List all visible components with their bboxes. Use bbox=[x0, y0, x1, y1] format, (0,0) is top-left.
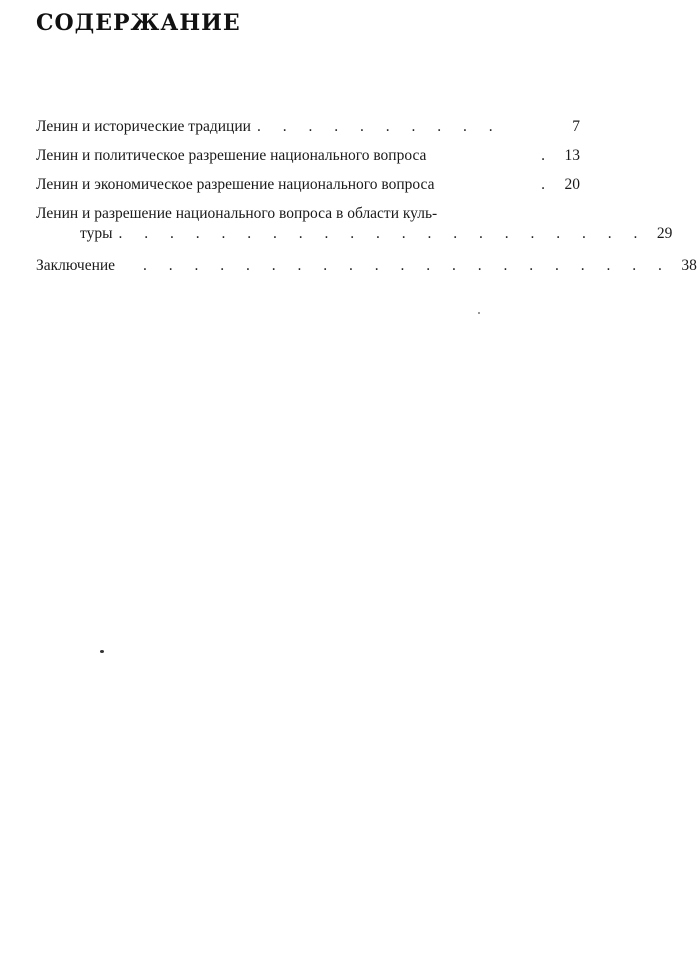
toc-entry[interactable] bbox=[36, 114, 580, 143]
toc-entry-title: Ленин и разрешение национального вопроса в области куль- bbox=[36, 205, 438, 222]
toc-entry-title: Ленин и исторические традиции bbox=[36, 118, 251, 135]
toc-leader-dots: . . . . . . . . . . bbox=[256, 118, 502, 135]
toc-entry-title: Ленин и политическое разрешение национального вопроса bbox=[36, 147, 427, 164]
page-title: СОДЕРЖАНИЕ bbox=[36, 10, 241, 36]
toc-entry-title: Ленин и экономическое разрешение национального вопроса bbox=[36, 176, 435, 193]
toc-page-number: 20 bbox=[564, 176, 580, 193]
toc-leader-dots: . bbox=[541, 147, 554, 164]
toc-entry[interactable] bbox=[36, 172, 580, 201]
toc-entry[interactable] bbox=[36, 201, 673, 253]
scan-speck bbox=[100, 650, 104, 653]
toc-page-number: 13 bbox=[564, 147, 580, 164]
toc-page-number: 38 bbox=[681, 257, 697, 274]
toc-leader-dots: . bbox=[541, 176, 554, 193]
toc-entry[interactable] bbox=[36, 143, 580, 172]
toc-page-number: 7 bbox=[572, 118, 580, 135]
toc-entry[interactable] bbox=[36, 253, 697, 282]
toc-entry-title: Заключение bbox=[36, 257, 116, 274]
toc-page-number: 29 bbox=[656, 225, 673, 242]
toc-entry-title-continuation: туры bbox=[80, 225, 113, 242]
toc-leader-dots: . . . . . . . . . . . . . . . . . . . . . bbox=[143, 257, 671, 274]
scan-speck bbox=[478, 312, 480, 314]
toc-leader-dots: . . . . . . . . . . . . . . . . . . . . . bbox=[118, 225, 647, 242]
table-of-contents bbox=[36, 114, 697, 282]
